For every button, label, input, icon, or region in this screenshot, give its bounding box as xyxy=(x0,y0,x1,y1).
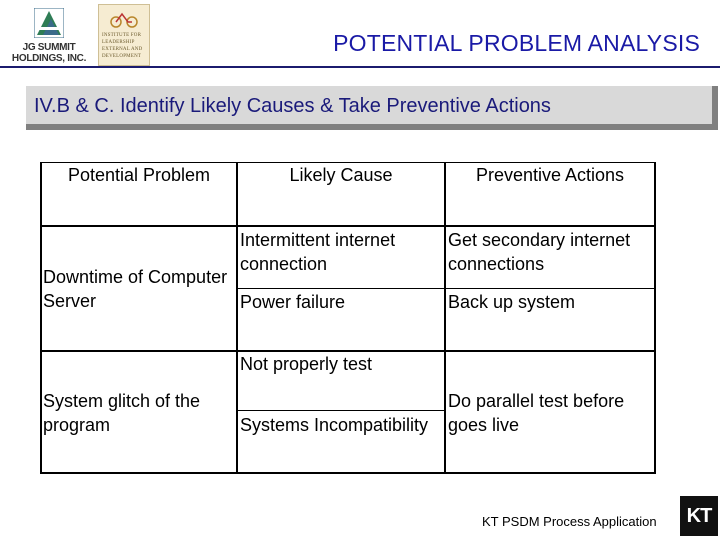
institute-line-2: LEADERSHIP xyxy=(102,40,135,45)
subtitle: IV.B & C. Identify Likely Causes & Take Preventive Actions xyxy=(34,95,551,117)
header-potential-problem: Potential Problem xyxy=(67,165,211,185)
institute-line-4: DEVELOPMENT xyxy=(102,54,142,59)
table-vline-3 xyxy=(444,162,446,474)
subtitle-band xyxy=(26,86,718,130)
table-vline-right xyxy=(654,162,656,474)
table-hline-mid1 xyxy=(238,288,656,289)
footer-text: KT PSDM Process Application xyxy=(482,514,657,529)
header-preventive-actions: Preventive Actions xyxy=(475,165,625,185)
cause-cell-1a: Intermittent internet connection xyxy=(240,230,396,274)
problem-cell-2: System glitch of the program xyxy=(43,391,201,435)
institute-line-3: EXTERNAL AND xyxy=(102,47,143,52)
kt-logo: KT xyxy=(680,496,718,536)
jg-summit-line2: HOLDINGS, INC. xyxy=(11,53,87,64)
table-hline-mid2 xyxy=(238,410,446,411)
cause-cell-2a: Not properly test xyxy=(240,354,373,374)
table-vline-2 xyxy=(236,162,238,474)
cause-cell-2b: Systems Incompatibility xyxy=(240,415,429,435)
institute-line-1: INSTITUTE FOR xyxy=(102,33,142,38)
cause-cell-1b: Power failure xyxy=(240,292,346,312)
subtitle-band-inner xyxy=(26,86,712,124)
table-hline-bottom xyxy=(40,472,656,474)
problem-cell-1: Downtime of Computer Server xyxy=(43,267,228,311)
action-cell-1a: Get secondary internet connections xyxy=(448,230,631,274)
title-divider xyxy=(0,66,720,68)
institute-logo xyxy=(98,4,150,66)
action-cell-1b: Back up system xyxy=(448,292,576,312)
table-hline-header xyxy=(40,225,656,227)
table-vline-left xyxy=(40,162,42,474)
action-cell-2: Do parallel test before goes live xyxy=(448,391,625,435)
page-title: POTENTIAL PROBLEM ANALYSIS xyxy=(333,30,700,56)
bicycle-icon xyxy=(109,9,139,29)
jg-summit-logo xyxy=(8,6,90,66)
jg-summit-mark-icon xyxy=(34,8,64,38)
header-likely-cause: Likely Cause xyxy=(289,165,393,185)
jg-summit-line1: JG SUMMIT xyxy=(22,42,76,53)
